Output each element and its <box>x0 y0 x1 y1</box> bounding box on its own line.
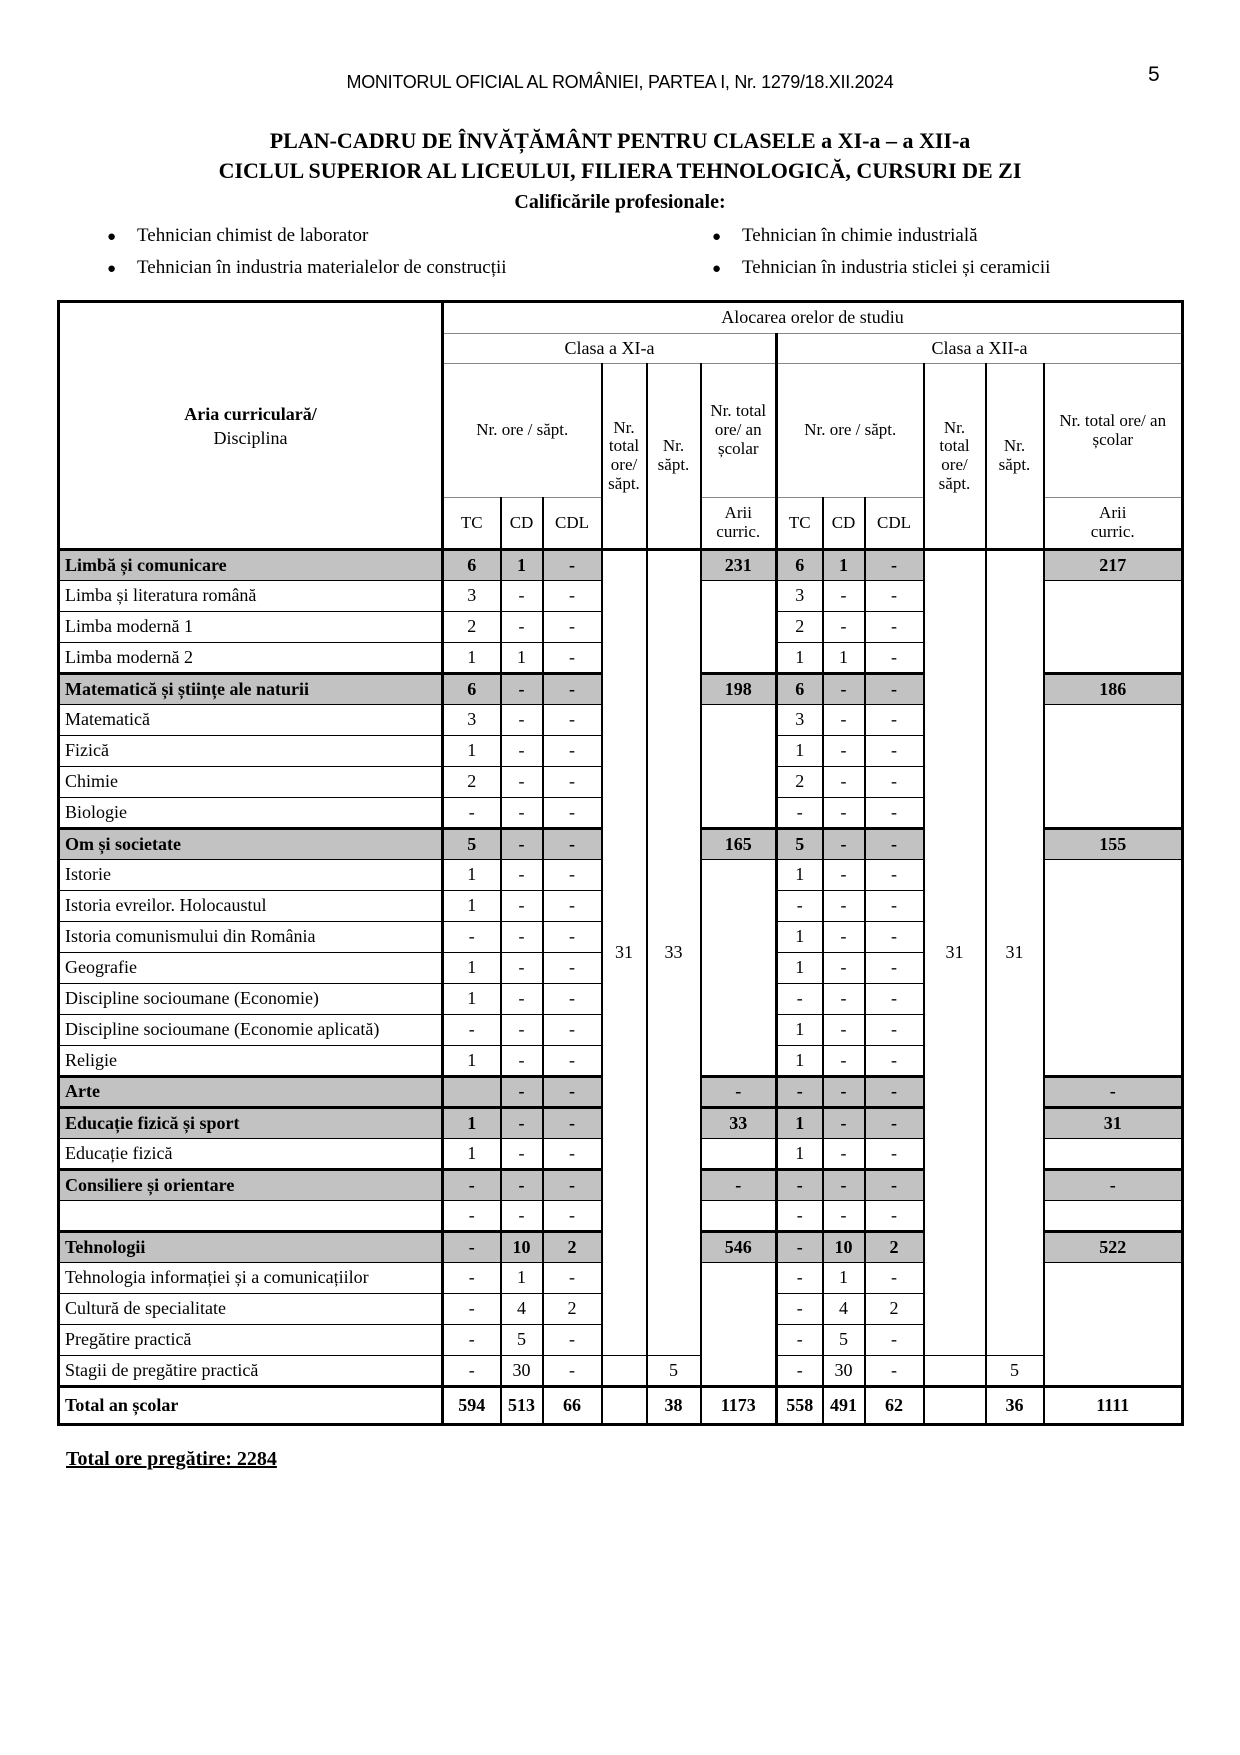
table-cell: - <box>443 922 501 953</box>
table-cell: - <box>777 1077 823 1108</box>
table-cell: - <box>501 674 543 705</box>
header-nr-total-ore-sapt-xi: Nr. total ore/ săpt. <box>602 364 647 550</box>
discipline-label: Istorie <box>59 860 443 891</box>
table-cell: - <box>443 798 501 829</box>
table-cell: - <box>865 643 924 674</box>
header-alocarea: Alocarea orelor de studiu <box>443 302 1183 334</box>
discipline-label: Tehnologia informației și a comunicațiilor <box>59 1263 443 1294</box>
table-cell: - <box>543 1139 602 1170</box>
table-cell: - <box>543 1263 602 1294</box>
discipline-label: Om și societate <box>59 829 443 860</box>
table-cell <box>701 581 777 674</box>
table-cell: 5 <box>647 1356 701 1387</box>
table-cell: 2 <box>443 767 501 798</box>
table-cell <box>1044 860 1183 1077</box>
table-cell: - <box>777 891 823 922</box>
table-cell: 1 <box>501 643 543 674</box>
table-row <box>59 550 1183 581</box>
table-cell: - <box>777 1263 823 1294</box>
table-cell <box>701 705 777 829</box>
table-cell: 1 <box>777 643 823 674</box>
table-cell: 1 <box>777 922 823 953</box>
table-cell: - <box>501 922 543 953</box>
table-cell: - <box>823 798 865 829</box>
table-cell: 62 <box>865 1387 924 1425</box>
table-cell: 1173 <box>701 1387 777 1425</box>
table-cell: - <box>543 1077 602 1108</box>
table-cell: - <box>823 674 865 705</box>
header-cdl-xii: CDL <box>865 498 924 550</box>
table-cell: - <box>501 1108 543 1139</box>
table-cell: - <box>443 1170 501 1201</box>
table-cell: 1 <box>777 953 823 984</box>
table-cell: 1 <box>823 1263 865 1294</box>
table-cell: 30 <box>823 1356 865 1387</box>
table-cell: - <box>1044 1077 1183 1108</box>
table-cell: - <box>823 1201 865 1232</box>
table-cell: 1 <box>777 1015 823 1046</box>
table-cell <box>1044 581 1183 674</box>
table-cell: - <box>865 1015 924 1046</box>
table-cell: - <box>823 767 865 798</box>
bullet-icon: ● <box>712 261 722 277</box>
header-clasa-xii: Clasa a XII-a <box>777 334 1183 364</box>
table-cell: - <box>865 953 924 984</box>
table-cell: - <box>543 1015 602 1046</box>
discipline-label: Limba modernă 1 <box>59 612 443 643</box>
table-cell: 66 <box>543 1387 602 1425</box>
table-cell: - <box>501 705 543 736</box>
table-cell: - <box>543 1356 602 1387</box>
table-cell: 1111 <box>1044 1387 1183 1425</box>
table-cell: - <box>543 984 602 1015</box>
table-cell: 3 <box>777 581 823 612</box>
discipline-label: Chimie <box>59 767 443 798</box>
discipline-label: Fizică <box>59 736 443 767</box>
table-cell: - <box>865 922 924 953</box>
table-cell: - <box>777 1170 823 1201</box>
table-cell: - <box>543 1201 602 1232</box>
table-cell: 5 <box>823 1325 865 1356</box>
table-cell: - <box>823 1077 865 1108</box>
table-cell: 165 <box>701 829 777 860</box>
table-cell: 38 <box>647 1387 701 1425</box>
table-cell: - <box>443 1201 501 1232</box>
header-nr-ore-sapt-xi: Nr. ore / săpt. <box>443 364 602 498</box>
table-cell: - <box>865 1325 924 1356</box>
table-cell: - <box>777 1201 823 1232</box>
table-cell <box>1044 1139 1183 1170</box>
table-cell: 186 <box>1044 674 1183 705</box>
discipline-label: Stagii de pregătire practică <box>59 1356 443 1387</box>
discipline-label: Pregătire practică <box>59 1325 443 1356</box>
table-cell: - <box>823 1015 865 1046</box>
table-cell: 491 <box>823 1387 865 1425</box>
table-cell: 3 <box>443 705 501 736</box>
table-cell: 2 <box>543 1232 602 1263</box>
table-cell <box>701 1201 777 1232</box>
table-cell: 5 <box>986 1356 1044 1387</box>
table-cell: - <box>823 891 865 922</box>
table-cell: 6 <box>443 674 501 705</box>
qualification-label: Tehnician în industria materialelor de construcții <box>137 257 507 278</box>
table-cell: 522 <box>1044 1232 1183 1263</box>
table-cell: 33 <box>647 550 701 1356</box>
table-cell: - <box>501 1015 543 1046</box>
discipline-label: Matematică <box>59 705 443 736</box>
table-cell: - <box>501 1046 543 1077</box>
table-cell <box>701 1263 777 1387</box>
table-cell: - <box>865 736 924 767</box>
table-cell: 1 <box>823 643 865 674</box>
header-tc-xi: TC <box>443 498 501 550</box>
list-item <box>107 256 507 281</box>
table-cell: - <box>501 1170 543 1201</box>
table-cell: 1 <box>501 550 543 581</box>
table-cell: - <box>865 767 924 798</box>
list-item <box>712 224 1050 249</box>
table-cell: 2 <box>777 767 823 798</box>
table-cell: 1 <box>443 860 501 891</box>
qualification-label: Tehnician în industria sticlei și ceramicii <box>742 257 1051 278</box>
table-row <box>59 1356 1183 1387</box>
table-cell: - <box>543 550 602 581</box>
table-cell: - <box>823 1139 865 1170</box>
discipline-label: Discipline socioumane (Economie aplicată) <box>59 1015 443 1046</box>
table-cell: - <box>543 705 602 736</box>
table-cell: 1 <box>777 1108 823 1139</box>
table-cell: 1 <box>823 550 865 581</box>
discipline-label: Cultură de specialitate <box>59 1294 443 1325</box>
discipline-label: Geografie <box>59 953 443 984</box>
table-cell: - <box>777 1232 823 1263</box>
table-cell: - <box>543 953 602 984</box>
table-cell: 1 <box>777 1046 823 1077</box>
table-cell: 231 <box>701 550 777 581</box>
table-cell: - <box>543 922 602 953</box>
table-cell: - <box>865 1170 924 1201</box>
table-row <box>59 1387 1183 1425</box>
table-cell: - <box>865 829 924 860</box>
table-cell: - <box>543 612 602 643</box>
table-cell: - <box>543 581 602 612</box>
table-cell: - <box>543 860 602 891</box>
discipline-label: Religie <box>59 1046 443 1077</box>
table-cell: 513 <box>501 1387 543 1425</box>
table-cell: - <box>1044 1170 1183 1201</box>
table-cell: - <box>823 1046 865 1077</box>
table-cell: 31 <box>986 550 1044 1356</box>
table-cell: 31 <box>602 550 647 1356</box>
footer-total-hours: Total ore pregătire: 2284 <box>66 1448 277 1470</box>
curriculum-table <box>57 300 1184 1426</box>
table-cell: - <box>865 1046 924 1077</box>
table-cell: 2 <box>443 612 501 643</box>
table-cell: - <box>501 860 543 891</box>
table-cell: - <box>543 767 602 798</box>
table-cell <box>924 1356 986 1387</box>
table-cell: - <box>501 798 543 829</box>
table-cell: - <box>501 829 543 860</box>
discipline-label: Total an școlar <box>59 1387 443 1425</box>
table-cell: - <box>443 1356 501 1387</box>
table-cell: - <box>865 705 924 736</box>
table-cell: - <box>501 767 543 798</box>
header-arii-curric-xi: Arii curric. <box>701 498 777 550</box>
table-cell: - <box>823 736 865 767</box>
table-cell: 31 <box>1044 1108 1183 1139</box>
header-nr-ore-sapt-xii: Nr. ore / săpt. <box>777 364 924 498</box>
bullet-icon: ● <box>712 229 722 245</box>
table-cell: 2 <box>777 612 823 643</box>
discipline-label: Educație fizică și sport <box>59 1108 443 1139</box>
table-cell: - <box>443 1263 501 1294</box>
table-cell: - <box>865 984 924 1015</box>
table-cell: - <box>823 612 865 643</box>
table-cell: - <box>777 798 823 829</box>
header-cd-xii: CD <box>823 498 865 550</box>
table-cell: - <box>501 953 543 984</box>
table-cell: 6 <box>777 550 823 581</box>
table-cell: 10 <box>501 1232 543 1263</box>
table-cell: 36 <box>986 1387 1044 1425</box>
qualification-label: Tehnician chimist de laborator <box>137 225 369 246</box>
table-cell: - <box>543 1108 602 1139</box>
table-cell: - <box>823 953 865 984</box>
table-cell: - <box>501 891 543 922</box>
page-title-line2: CICLUL SUPERIOR AL LICEULUI, FILIERA TEHNOLOGICĂ, CURSURI DE ZI <box>218 158 1022 183</box>
table-cell: - <box>777 984 823 1015</box>
discipline-label: Arte <box>59 1077 443 1108</box>
header-arii-curric-xii: Arii curric. <box>1044 498 1183 550</box>
table-cell: - <box>865 1139 924 1170</box>
table-cell: - <box>543 674 602 705</box>
table-cell: 1 <box>443 736 501 767</box>
table-cell: - <box>777 1294 823 1325</box>
table-cell: 1 <box>777 736 823 767</box>
table-cell <box>1044 1263 1183 1387</box>
table-cell: 30 <box>501 1356 543 1387</box>
bullet-icon: ● <box>107 229 117 245</box>
discipline-label: Consiliere și orientare <box>59 1170 443 1201</box>
table-cell: - <box>543 736 602 767</box>
header-clasa-xi: Clasa a XI-a <box>443 334 777 364</box>
table-cell: 1 <box>501 1263 543 1294</box>
table-cell: - <box>823 705 865 736</box>
table-cell <box>701 860 777 1077</box>
highlight-box <box>59 922 443 953</box>
table-cell: 4 <box>501 1294 543 1325</box>
page-title-line3: Calificările profesionale: <box>514 191 726 213</box>
table-cell: - <box>777 1356 823 1387</box>
table-cell: - <box>501 984 543 1015</box>
page-number: 5 <box>1148 63 1160 86</box>
discipline-label: Limba și literatura română <box>59 581 443 612</box>
table-cell: - <box>543 891 602 922</box>
discipline-label: Biologie <box>59 798 443 829</box>
table-cell: - <box>823 1170 865 1201</box>
qualifications-list-right <box>712 224 1050 288</box>
table-cell: - <box>701 1077 777 1108</box>
discipline-label: Limbă și comunicare <box>59 550 443 581</box>
bullet-icon: ● <box>107 261 117 277</box>
table-cell <box>1044 1201 1183 1232</box>
table-cell: - <box>777 1325 823 1356</box>
header-row-alocarea <box>59 302 1183 334</box>
table-cell <box>924 1387 986 1425</box>
discipline-label: Istoria evreilor. Holocaustul <box>59 891 443 922</box>
discipline-label: Matematică și științe ale naturii <box>59 674 443 705</box>
table-cell: 1 <box>443 1139 501 1170</box>
table-cell: - <box>501 1139 543 1170</box>
table-cell: - <box>823 922 865 953</box>
header-nr-sapt-xi: Nr. săpt. <box>647 364 701 550</box>
schedule-tbody <box>59 550 1183 1425</box>
table-cell: - <box>865 1356 924 1387</box>
table-cell: - <box>865 550 924 581</box>
table-cell: - <box>865 798 924 829</box>
table-cell: 1 <box>443 1108 501 1139</box>
table-cell <box>443 1077 501 1108</box>
header-cd-xi: CD <box>501 498 543 550</box>
qualifications-list-left <box>107 224 507 288</box>
table-cell <box>602 1356 647 1387</box>
table-cell: - <box>443 1015 501 1046</box>
table-cell: - <box>443 1232 501 1263</box>
table-cell: - <box>865 612 924 643</box>
list-item <box>107 224 507 249</box>
header-nr-total-ore-sapt-xii: Nr. total ore/ săpt. <box>924 364 986 550</box>
table-cell <box>1044 705 1183 829</box>
table-cell <box>602 1387 647 1425</box>
table-cell: - <box>543 1046 602 1077</box>
table-cell: - <box>865 1263 924 1294</box>
table-cell: - <box>865 860 924 891</box>
list-item <box>712 256 1050 281</box>
table-cell: 155 <box>1044 829 1183 860</box>
table-cell: - <box>443 1325 501 1356</box>
header-cdl-xi: CDL <box>543 498 602 550</box>
table-cell: - <box>865 891 924 922</box>
table-cell: - <box>543 643 602 674</box>
table-cell: - <box>865 1077 924 1108</box>
table-cell: - <box>501 581 543 612</box>
table-header <box>59 302 1183 550</box>
table-cell: 1 <box>443 891 501 922</box>
table-cell: 1 <box>443 1046 501 1077</box>
table-cell: 10 <box>823 1232 865 1263</box>
discipline-label <box>59 1201 443 1232</box>
table-cell: 2 <box>543 1294 602 1325</box>
table-cell: 5 <box>501 1325 543 1356</box>
table-cell: - <box>823 581 865 612</box>
header-aria-curriculara: Aria curriculară/ Disciplina <box>59 302 443 550</box>
table-cell: 217 <box>1044 550 1183 581</box>
header-nr-total-ore-an-xii: Nr. total ore/ an școlar <box>1044 364 1183 498</box>
table-cell: - <box>823 984 865 1015</box>
table-cell: - <box>823 1108 865 1139</box>
table-cell: 6 <box>443 550 501 581</box>
table-cell: - <box>543 829 602 860</box>
table-cell: - <box>823 860 865 891</box>
table-cell: 1 <box>443 953 501 984</box>
table-cell: - <box>501 1077 543 1108</box>
table-cell: - <box>543 798 602 829</box>
table-cell: - <box>865 1201 924 1232</box>
table-cell: - <box>865 581 924 612</box>
table-cell: 2 <box>865 1294 924 1325</box>
table-cell: 1 <box>443 643 501 674</box>
table-cell: 2 <box>865 1232 924 1263</box>
qualification-label: Tehnician în chimie industrială <box>742 225 978 246</box>
table-cell: - <box>501 736 543 767</box>
table-cell: 5 <box>777 829 823 860</box>
discipline-label: Discipline socioumane (Economie) <box>59 984 443 1015</box>
table-cell: 6 <box>777 674 823 705</box>
header-tc-xii: TC <box>777 498 823 550</box>
table-cell <box>701 1139 777 1170</box>
page-title-line1: PLAN-CADRU DE ÎNVĂȚĂMÂNT PENTRU CLASELE a XI-a – a XII-a <box>269 128 971 153</box>
table-cell: 33 <box>701 1108 777 1139</box>
title-block <box>0 126 1240 216</box>
table-cell: - <box>443 1294 501 1325</box>
table-cell: - <box>865 674 924 705</box>
table-cell: 558 <box>777 1387 823 1425</box>
table-cell: 4 <box>823 1294 865 1325</box>
table-cell: 5 <box>443 829 501 860</box>
header-nr-sapt-xii: Nr. săpt. <box>986 364 1044 550</box>
table-cell: 1 <box>777 1139 823 1170</box>
header-nr-total-ore-an-xi: Nr. total ore/ an școlar <box>701 364 777 498</box>
discipline-label: Limba modernă 2 <box>59 643 443 674</box>
table-cell: - <box>501 1201 543 1232</box>
table-cell: - <box>501 612 543 643</box>
table-cell: 3 <box>443 581 501 612</box>
discipline-label: Educație fizică <box>59 1139 443 1170</box>
discipline-label: Istoria comunismului din România <box>59 922 443 953</box>
table-cell: - <box>823 829 865 860</box>
gazette-header: MONITORUL OFICIAL AL ROMÂNIEI, PARTEA I, Nr. 1279/18.XII.2024 <box>346 72 894 92</box>
table-cell: - <box>701 1170 777 1201</box>
table-cell: 3 <box>777 705 823 736</box>
table-cell: 594 <box>443 1387 501 1425</box>
table-cell: - <box>865 1108 924 1139</box>
table-cell: 1 <box>443 984 501 1015</box>
table-cell: - <box>543 1170 602 1201</box>
table-cell: 31 <box>924 550 986 1356</box>
discipline-label: Tehnologii <box>59 1232 443 1263</box>
table-cell: 546 <box>701 1232 777 1263</box>
table-cell: 1 <box>777 860 823 891</box>
table-cell: 198 <box>701 674 777 705</box>
table-cell: - <box>543 1325 602 1356</box>
